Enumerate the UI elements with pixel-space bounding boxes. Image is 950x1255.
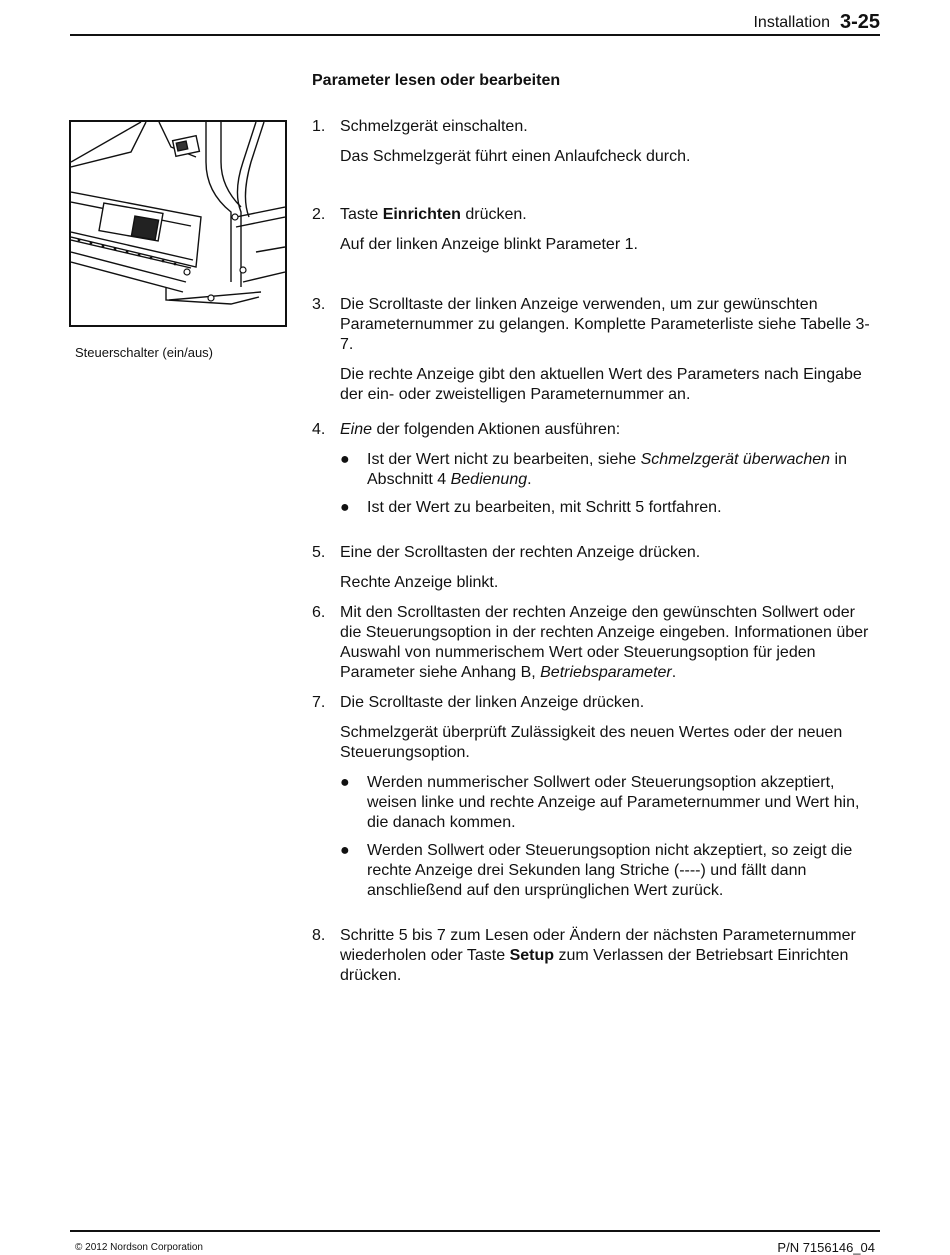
step-result: Die rechte Anzeige gibt den aktuellen Wert des Parameters nach Eingabe der ein- oder zweistelligen Parameternummer an.: [340, 366, 862, 403]
step-text: Eine der Scrolltasten der rechten Anzeige drücken.: [340, 544, 701, 561]
step-number: 6.: [312, 604, 326, 621]
figure-caption: Steuerschalter (ein/aus): [75, 345, 214, 360]
text-run: Mit den Scrolltasten der rechten Anzeige den gewünschten Sollwert oder die Steuerungsoption in der rechten Anzeige eingeben. Informationen über Auswahl von nummerischem Wert oder Steuerungsoption für jeden Parameter siehe Anhang B,: [340, 604, 869, 681]
reference-title: Schmelzgerät überwachen: [640, 451, 831, 468]
melter-drawing: [71, 122, 285, 325]
text-run: .: [527, 471, 532, 488]
step-number: 3.: [312, 296, 326, 313]
text-run: drücken.: [460, 206, 527, 223]
step-result: Das Schmelzgerät führt einen Anlaufcheck durch.: [340, 148, 691, 165]
step-result: Auf der linken Anzeige blinkt Parameter 1.: [340, 236, 638, 253]
text-run: zum Verlassen der Betriebsart Einrichten drücken.: [340, 947, 849, 984]
text-run: .: [671, 664, 677, 681]
step-result: Rechte Anzeige blinkt.: [340, 574, 499, 591]
key-name-einrichten: Einrichten: [382, 206, 461, 223]
list-item: [340, 498, 880, 518]
text-run: in Abschnitt 4: [367, 451, 847, 488]
step-number: 2.: [312, 206, 326, 223]
text-run: Werden Sollwert oder Steuerungsoption nicht akzeptiert, so zeigt die rechte Anzeige drei Sekunden lang Striche (----) und fällt dann anschließend auf den ursprünglichen Wert zurück.: [367, 842, 853, 899]
list-item: [340, 773, 880, 833]
list-item: [340, 841, 880, 901]
text-run: der folgenden Aktionen ausführen:: [372, 421, 621, 438]
step-text: Schmelzgerät einschalten.: [340, 118, 528, 135]
step-text: Die Scrolltaste der linken Anzeige verwenden, um zur gewünschten Parameternummer zu gelangen. Komplette Parameterliste siehe Tabelle 3-7.: [340, 296, 870, 353]
step-number: 1.: [312, 118, 326, 135]
header-section: Installation: [753, 14, 830, 31]
reference-title: Betriebsparameter: [540, 664, 672, 681]
text-run: Taste: [340, 206, 383, 223]
text-run: Eine: [340, 421, 373, 438]
step-number: 7.: [312, 694, 326, 711]
step-4: [312, 420, 880, 518]
step-text: [340, 205, 880, 225]
step-1: [312, 117, 880, 167]
step-number: 8.: [312, 927, 326, 944]
step-2: [312, 205, 880, 255]
page-number: 3-25: [839, 11, 880, 33]
page-footer: [70, 1230, 880, 1255]
step-3: [312, 295, 880, 405]
step-5: [312, 543, 880, 593]
part-number: P/N 7156146_04: [777, 1240, 875, 1255]
control-switch-illustration: [69, 120, 287, 327]
text-run: Ist der Wert nicht zu bearbeiten, siehe: [367, 451, 641, 468]
text-run: Ist der Wert zu bearbeiten, mit Schritt 5 fortfahren.: [367, 499, 722, 516]
step-text: Die Scrolltaste der linken Anzeige drücken.: [340, 694, 645, 711]
step-7: [312, 693, 880, 901]
step-6: [312, 603, 880, 683]
page-header: [70, 8, 880, 36]
step-text: [340, 603, 880, 683]
step-text: [340, 420, 880, 440]
bullet-icon: ●: [340, 499, 350, 516]
bullet-icon: ●: [340, 774, 350, 791]
instruction-steps: [312, 117, 880, 986]
list-item: [340, 450, 880, 490]
reference-title: Bedienung: [450, 471, 528, 488]
bullet-icon: ●: [340, 451, 350, 468]
step-number: 5.: [312, 544, 326, 561]
step-number: 4.: [312, 421, 326, 438]
outcome-list: [340, 773, 880, 901]
option-list: [340, 450, 880, 518]
text-run: Werden nummerischer Sollwert oder Steuerungsoption akzeptiert, weisen linke und rechte Anzeige auf Parameternummer und Wert hin, die danach kommen.: [367, 774, 860, 831]
copyright: © 2012 Nordson Corporation: [75, 1242, 203, 1253]
key-name-setup: Setup: [509, 947, 555, 964]
bullet-icon: ●: [340, 842, 350, 859]
text-run: Schritte 5 bis 7 zum Lesen oder Ändern der nächsten Parameternummer wiederholen oder Taste: [340, 927, 856, 964]
step-8: [312, 926, 880, 986]
step-result: Schmelzgerät überprüft Zulässigkeit des neuen Wertes oder der neuen Steuerungsoption.: [340, 724, 843, 761]
step-text: [340, 926, 880, 986]
section-title: Parameter lesen oder bearbeiten: [312, 72, 561, 89]
